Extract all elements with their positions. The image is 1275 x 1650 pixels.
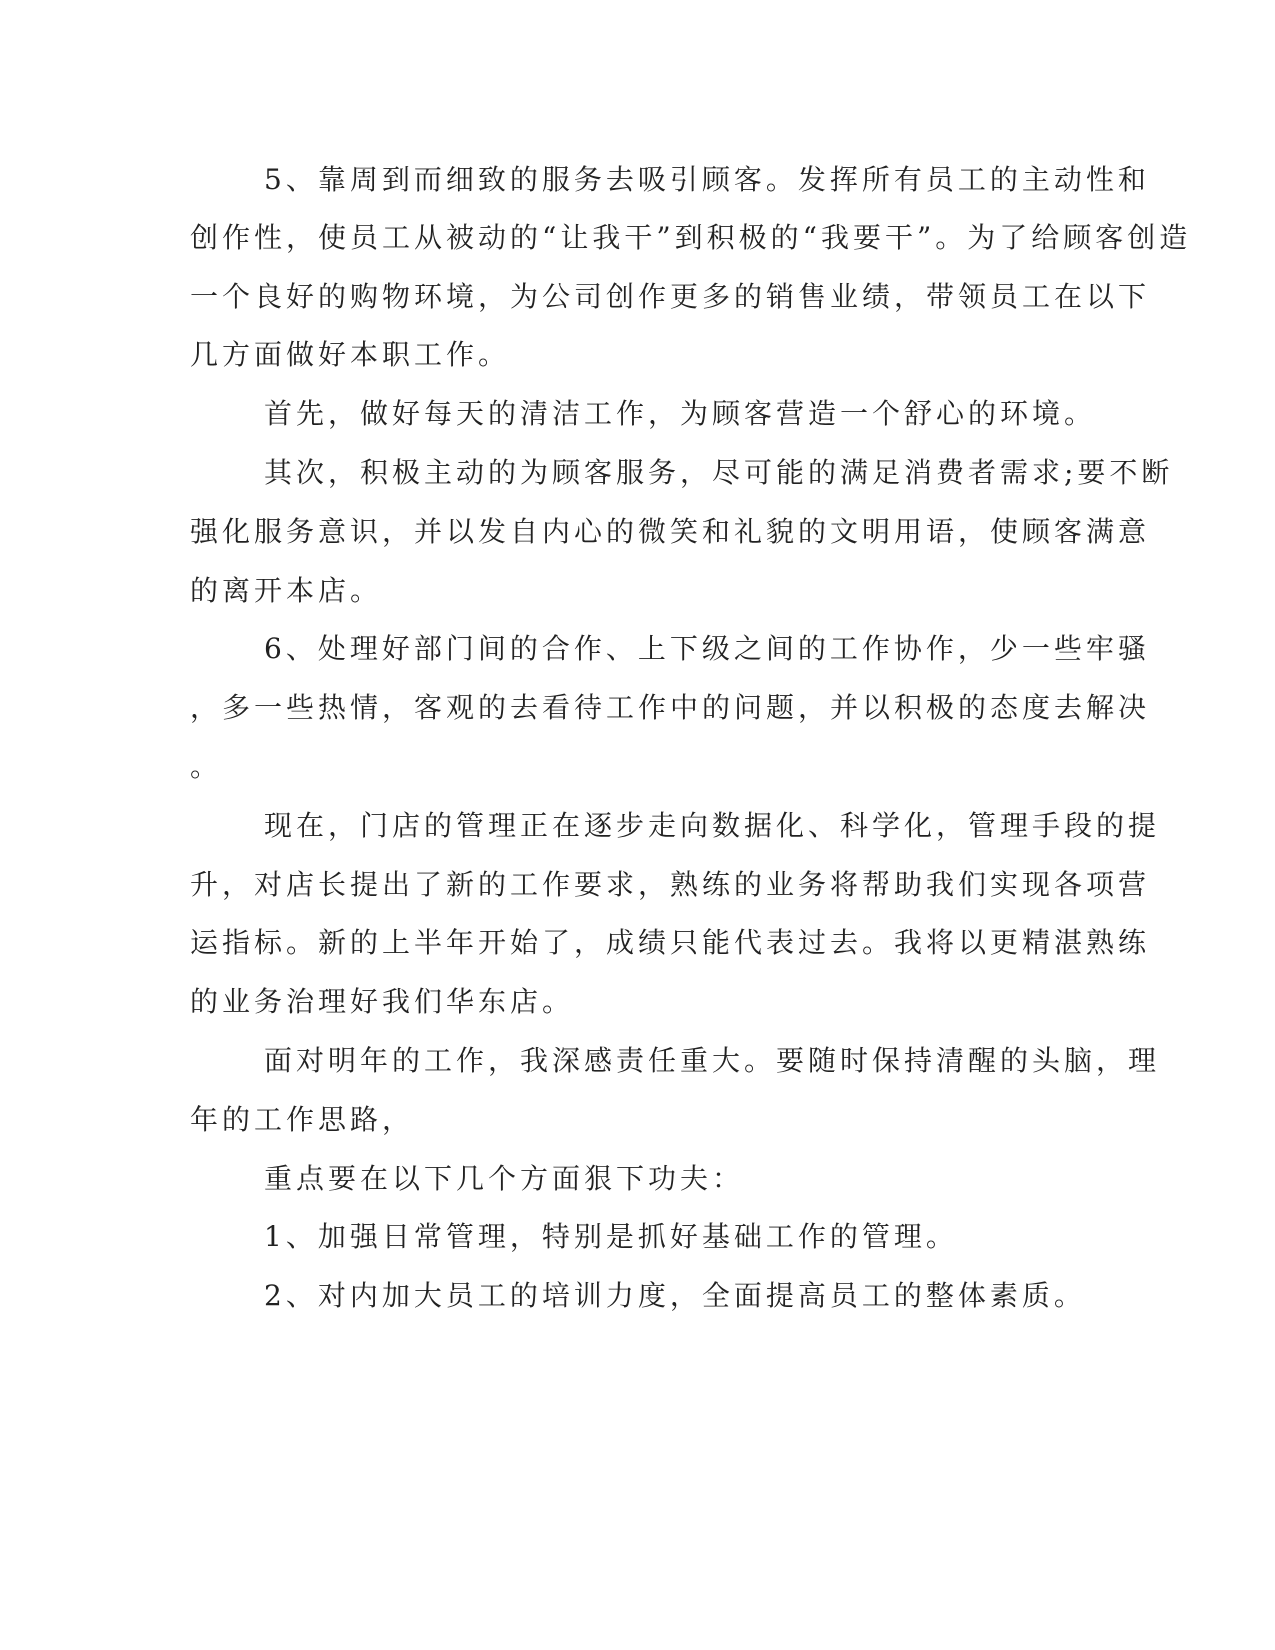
text-line: 现在，门店的管理正在逐步走向数据化、科学化，管理手段的提	[264, 809, 1161, 842]
text-line: 强化服务意识，并以发自内心的微笑和礼貌的文明用语，使顾客满意	[190, 515, 1151, 548]
text-line: 。	[190, 750, 223, 783]
text-line: 1、加强日常管理，特别是抓好基础工作的管理。	[264, 1220, 958, 1253]
text-line: 创作性，使员工从被动的“让我干”到积极的“我要干”。为了给顾客创造	[190, 221, 1192, 254]
text-line: ，多一些热情，客观的去看待工作中的问题，并以积极的态度去解决	[190, 691, 1151, 724]
text-line: 其次，积极主动的为顾客服务，尽可能的满足消费者需求;要不断	[264, 456, 1174, 489]
text-line: 2、对内加大员工的培训力度，全面提高员工的整体素质。	[264, 1279, 1086, 1312]
text-line: 年的工作思路，	[190, 1103, 415, 1136]
text-line: 重点要在以下几个方面狠下功夫：	[264, 1162, 745, 1195]
text-line: 的离开本店。	[190, 574, 383, 607]
text-line: 6、处理好部门间的合作、上下级之间的工作协作，少一些牢骚	[264, 632, 1150, 665]
text-line: 5、靠周到而细致的服务去吸引顾客。发挥所有员工的主动性和	[264, 163, 1150, 196]
text-line: 升，对店长提出了新的工作要求，熟练的业务将帮助我们实现各项营	[190, 868, 1151, 901]
text-line: 运指标。新的上半年开始了，成绩只能代表过去。我将以更精湛熟练	[190, 926, 1151, 959]
text-line: 首先，做好每天的清洁工作，为顾客营造一个舒心的环境。	[264, 397, 1097, 430]
text-line: 一个良好的购物环境，为公司创作更多的销售业绩，带领员工在以下	[190, 280, 1151, 313]
text-line: 面对明年的工作，我深感责任重大。要随时保持清醒的头脑，理	[264, 1044, 1161, 1077]
text-line: 的业务治理好我们华东店。	[190, 985, 575, 1018]
text-line: 几方面做好本职工作。	[190, 338, 511, 371]
